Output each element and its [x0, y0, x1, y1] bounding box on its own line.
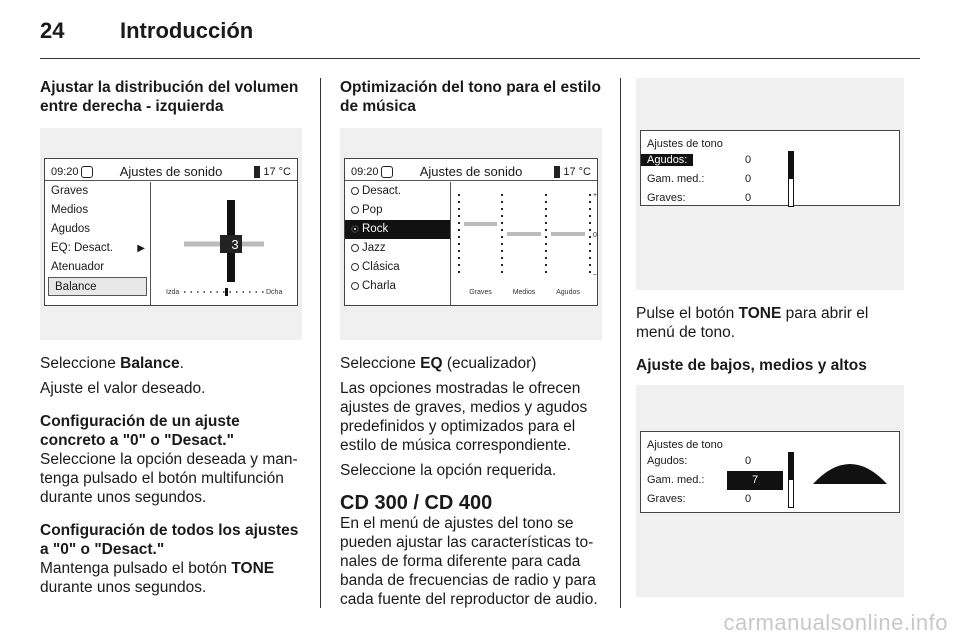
eq-bar-label-1: Medios	[512, 289, 536, 296]
screen-time: 09:20	[51, 166, 79, 178]
tone-row-label: Gam. med.:	[647, 173, 705, 185]
section-heading-set-all: Configuración de todos los ajustes a "0" o "Desact."	[40, 522, 299, 558]
tone-row-value: 0	[745, 192, 752, 204]
figure-tone-screen-1	[636, 78, 904, 290]
paragraph-eq-options: Las opciones mostradas le ofrecen ajustes de graves, medios y agudos predefinidos y optimizados para el estilo de música correspondiente.	[340, 380, 588, 454]
slider-left-label: Izda	[166, 289, 180, 296]
menu-item[interactable]	[345, 258, 450, 277]
watermark: carmanualsonline.info	[723, 610, 948, 635]
paragraph-adjust-value: Ajuste el valor deseado.	[40, 380, 206, 397]
tone-curve-shape	[813, 464, 887, 484]
menu-item-label: Graves	[51, 185, 89, 197]
menu-item-label: Balance	[55, 281, 97, 293]
tone-row-label: Agudos:	[641, 154, 693, 166]
tone-row[interactable]	[641, 471, 786, 490]
thermometer-icon	[554, 166, 560, 178]
menu-item[interactable]	[345, 182, 450, 201]
column-3	[636, 78, 904, 597]
slider-right-label: Dcha	[266, 289, 283, 296]
radio-icon	[351, 206, 359, 214]
screen-title: Ajustes de sonido	[419, 164, 523, 179]
tone-level-bar	[788, 151, 794, 207]
paragraph-set-all: Mantenga pulsado el botón TONE durante unos segundos.	[40, 560, 275, 596]
tone-screen	[640, 130, 900, 206]
tone-row[interactable]	[641, 189, 786, 208]
radio-icon	[351, 282, 359, 290]
radio-icon	[351, 244, 359, 252]
menu-item-label: Clásica	[362, 261, 400, 273]
tone-row-label: Graves:	[647, 493, 686, 505]
tone-row[interactable]	[641, 490, 786, 509]
paragraph-press-tone: Pulse el botón TONE para abrir el menú de tono.	[636, 305, 869, 341]
tone-level-fill	[789, 453, 793, 480]
tone-row-value: 0	[745, 455, 752, 467]
chevron-right-icon: ▶	[137, 243, 145, 254]
menu-item-label: Desact.	[362, 185, 401, 197]
menu-item-label: Agudos	[51, 223, 91, 235]
screen-menu	[345, 182, 451, 305]
eq-axis-label: 0	[593, 232, 597, 239]
tone-screen	[640, 431, 900, 513]
tone-row[interactable]	[641, 170, 786, 189]
column-2	[340, 78, 608, 609]
menu-item-label: Charla	[362, 280, 396, 292]
screen	[44, 158, 298, 306]
slider-center-mark	[225, 288, 228, 296]
tone-row[interactable]	[641, 452, 786, 471]
eq-bar-2	[551, 232, 585, 236]
section-heading-set-one: Configuración de un ajuste concreto a "0" o "Desact."	[40, 413, 240, 449]
menu-item-label: Pop	[362, 204, 383, 216]
eq-bar-0	[464, 222, 497, 226]
screen-temp: 17 °C	[263, 166, 291, 178]
column-1	[40, 78, 308, 597]
screen-topbar	[345, 159, 597, 181]
column-divider-2	[620, 78, 621, 608]
menu-item[interactable]	[45, 239, 150, 258]
tone-level-fill	[789, 152, 793, 179]
tone-title: Ajustes de tono	[647, 439, 723, 451]
page-title: Introducción	[120, 18, 254, 43]
figure-balance-screen	[40, 128, 302, 340]
eq-bar-1	[507, 232, 541, 236]
screen-time: 09:20	[351, 166, 379, 178]
menu-item-label: EQ: Desact.	[51, 242, 113, 254]
screen-temp: 17 °C	[563, 166, 591, 178]
tone-row-label: Graves:	[647, 192, 686, 204]
tone-level-bar	[788, 452, 794, 508]
section-heading-eq: Optimización del tono para el estilo de música	[340, 79, 601, 115]
paragraph-set-one: Seleccione la opción deseada y man- tenga pulsado el botón multifunción durante unos segundos.	[40, 451, 298, 506]
figure-eq-screen	[340, 128, 602, 340]
eq-axis-label: +	[593, 192, 598, 199]
thermometer-icon	[254, 166, 260, 178]
tone-curve	[801, 450, 899, 486]
screen-menu	[45, 182, 151, 305]
slider-value: 3	[231, 237, 239, 252]
tone-row-label: Agudos:	[647, 455, 688, 467]
section-heading-bass-mid-treble: Ajuste de bajos, medios y altos	[636, 357, 867, 374]
screen-title: Ajustes de sonido	[119, 164, 223, 179]
page-header	[40, 18, 920, 62]
tone-row-label: Gam. med.:	[647, 474, 705, 486]
tone-row-value: 0	[745, 493, 752, 505]
balance-slider	[152, 182, 298, 306]
menu-item[interactable]	[345, 277, 450, 296]
section-heading-cd: CD 300 / CD 400	[340, 492, 493, 514]
eq-bar-label-2: Agudos	[556, 289, 580, 296]
menu-item-label: Atenuador	[51, 261, 105, 273]
radio-icon	[351, 187, 359, 195]
paragraph-select-option: Seleccione la opción requerida.	[340, 462, 557, 479]
eq-bar-label-0: Graves	[469, 289, 492, 296]
page-number: 24	[40, 18, 65, 43]
menu-item[interactable]	[345, 239, 450, 258]
menu-item-label: Jazz	[362, 242, 386, 254]
menu-item-label: Medios	[51, 204, 89, 216]
radio-icon	[351, 225, 359, 233]
section-heading-balance: Ajustar la distribución del volumen entre derecha - izquierda	[40, 79, 299, 115]
eq-axis-label: –	[593, 271, 597, 278]
tone-title: Ajustes de tono	[647, 138, 723, 150]
column-divider-1	[320, 78, 321, 608]
paragraph-select-balance: Seleccione Balance.	[40, 355, 184, 372]
menu-item[interactable]	[45, 201, 150, 220]
tone-row-value: 0	[745, 154, 752, 166]
header-rule	[40, 58, 920, 59]
screen	[344, 158, 598, 306]
radio-icon	[351, 263, 359, 271]
eq-bars	[452, 182, 598, 306]
tone-row-value: 0	[745, 173, 752, 185]
screen-topbar	[45, 159, 297, 181]
menu-item[interactable]	[48, 277, 147, 296]
menu-item[interactable]	[45, 220, 150, 239]
menu-item[interactable]	[45, 258, 150, 277]
paragraph-cd-tone: En el menú de ajustes del tono se pueden ajustar las características to- nales de forma diferente para cada banda de frecuencias de radio y para cada fuente del reproductor de audio.	[340, 515, 598, 608]
menu-item[interactable]	[345, 220, 450, 239]
figure-tone-screen-2	[636, 385, 904, 597]
menu-item-label: Rock	[362, 223, 389, 235]
menu-item[interactable]	[45, 182, 150, 201]
menu-item[interactable]	[345, 201, 450, 220]
paragraph-select-eq: Seleccione EQ (ecualizador)	[340, 355, 537, 372]
tone-row[interactable]	[641, 151, 786, 170]
tone-row-value: 7	[727, 471, 783, 490]
